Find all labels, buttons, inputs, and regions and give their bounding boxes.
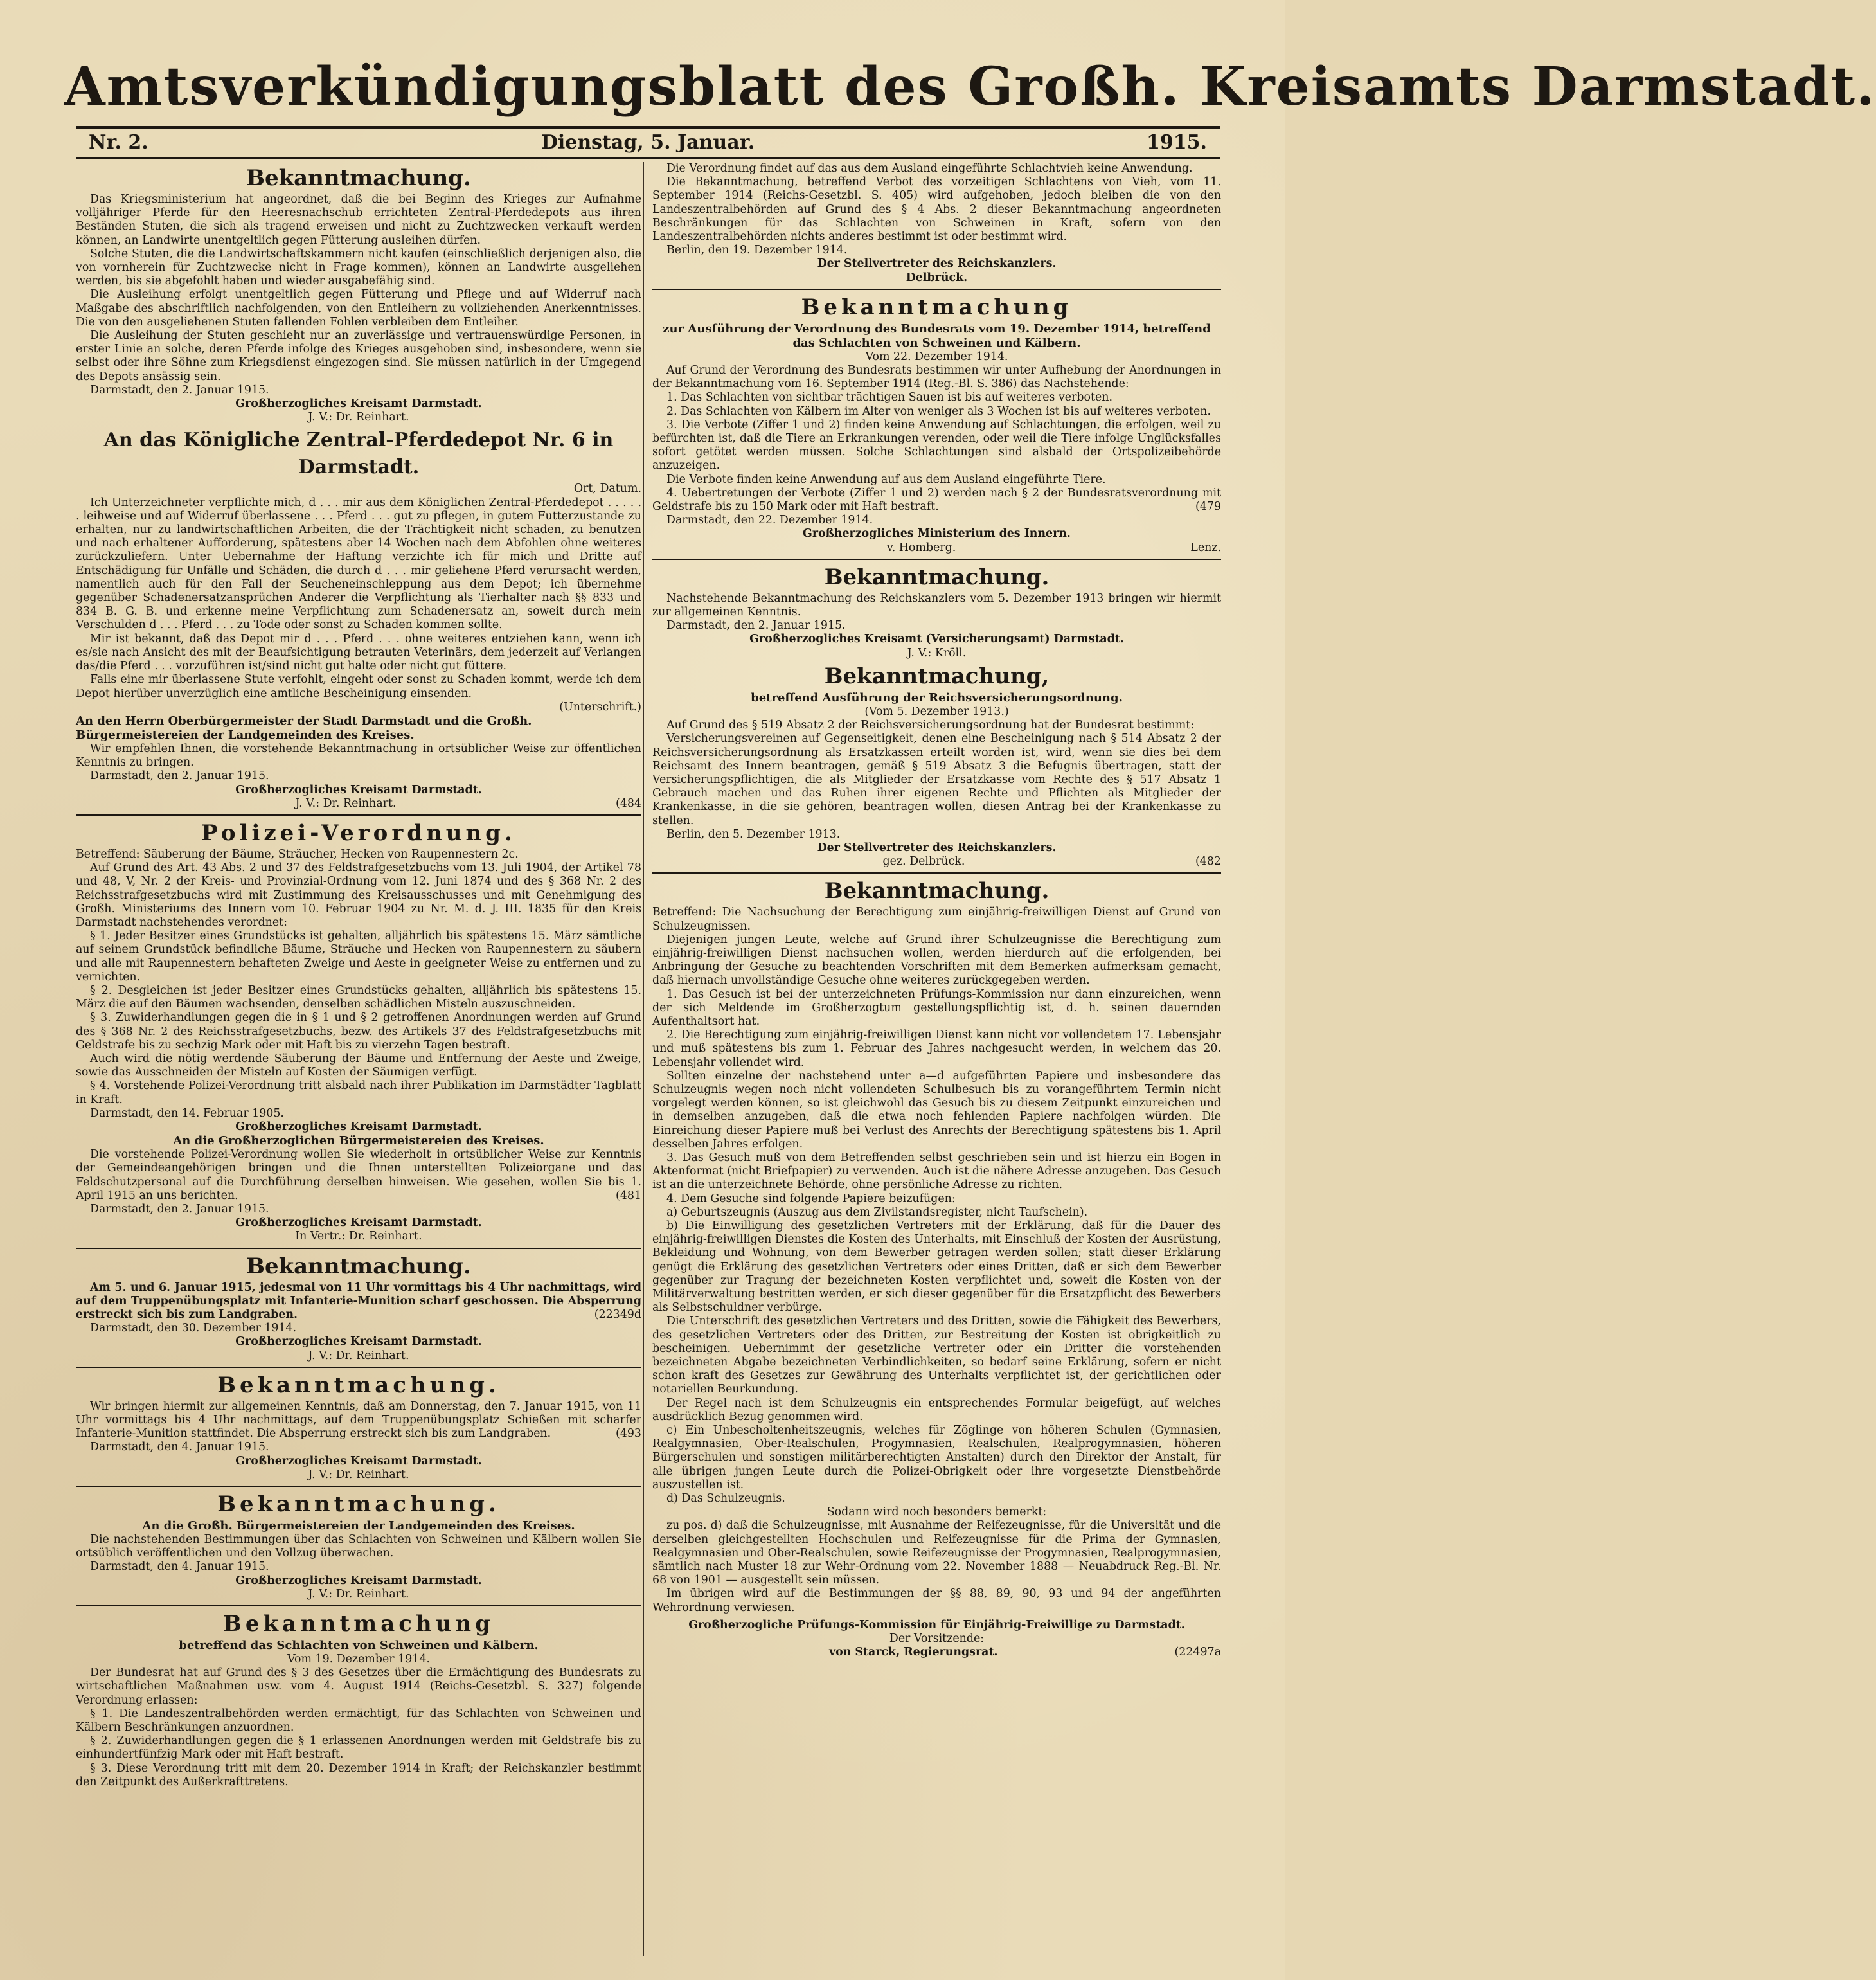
notice-signatory: J. V.: Dr. Reinhart.: [308, 411, 409, 424]
notice-paragraph: § 3. Zuwiderhandlungen gegen die in § 1 und § 2 getroffenen Anordnungen werden auf Grund des § 368 Nr. 2 des Reichsstrafgesetzbuchs, bezw. des Artikels 37 des Feldstrafgesetzbuchs mit Geldstrafe bis zu sechzig Mark oder mit Haft bis zu vierzehn Tagen bestraft.: [76, 1011, 641, 1052]
notice-subject: Betreffend: Säuberung der Bäume, Sträucher, Hecken von Raupennestern 2c.: [76, 847, 519, 861]
notice-date: (Vom 5. Dezember 1913.): [864, 705, 1009, 718]
notice-date: Vom 22. Dezember 1914.: [865, 350, 1008, 363]
notice-signature: Der Stellvertreter des Reichskanzlers.: [817, 257, 1057, 271]
notice-paragraph: [76, 1148, 641, 1203]
notice-paragraph: Auf Grund der Verordnung des Bundesrats bestimmen wir unter Aufhebung der Anordnungen in der Bekanntmachung vom 16. September 1914 (Reg.-Bl. S. 386) das Nachstehende:: [652, 364, 1221, 391]
notice-paragraph: [76, 1281, 641, 1322]
notice-subtitle: zur Ausführung der Verordnung des Bundesrats vom 19. Dezember 1914, betreffend das Schlachten von Schweinen und Kälbern.: [663, 321, 1211, 350]
notice-signatory: [652, 541, 1221, 555]
notice-paragraph: Im übrigen wird auf die Bestimmungen der §§ 88, 89, 90, 93 und 94 der angeführten Wehrordnung verwiesen.: [652, 1587, 1221, 1614]
notice-signature: Großherzogliches Kreisamt Darmstadt.: [235, 397, 482, 411]
notice-signature: Großherzogliche Prüfungs-Kommission für Einjährig-Freiwillige zu Darmstadt.: [688, 1618, 1185, 1632]
separator-rule: [652, 559, 1221, 560]
notice-date: Darmstadt, den 2. Januar 1915.: [90, 1203, 269, 1216]
reference-number: (22497a: [1174, 1646, 1221, 1659]
masthead-title: Amtsverkündigungsblatt des Großh. Kreisamts Darmstadt.: [64, 56, 1876, 118]
notice-paragraph: Nachstehende Bekanntmachung des Reichskanzlers vom 5. Dezember 1913 bringen wir hiermit zur allgemeinen Kenntnis.: [652, 591, 1221, 619]
notice-paragraph: Wir empfehlen Ihnen, die vorstehende Bekanntmachung in ortsüblicher Weise zur öffentlichen Kenntnis zu bringen.: [76, 742, 641, 770]
notice-date: Darmstadt, den 4. Januar 1915.: [90, 1441, 269, 1454]
separator-rule: [652, 289, 1221, 290]
notice-title: Bekanntmachung.: [246, 1253, 471, 1279]
notice-signatory: J. V.: Dr. Reinhart.: [308, 1587, 409, 1601]
reference-number: (482: [1195, 855, 1221, 869]
notice-signatory: [76, 797, 641, 811]
issue-year: 1915.: [1147, 131, 1207, 154]
notice-signature: Großherzogliches Kreisamt Darmstadt.: [235, 1454, 482, 1468]
notice-date: Darmstadt, den 2. Januar 1915.: [90, 383, 269, 397]
notice-paragraph: 1. Das Gesuch ist bei der unterzeichneten Prüfungs-Kommission nur dann einzureichen, wenn der sich Meldende im Großherzogtum gestellungspflichtig ist, d. h. seinen dauernden Aufenthaltsort hat.: [652, 987, 1221, 1028]
notice-paragraph: Die nachstehenden Bestimmungen über das Schlachten von Schweinen und Kälbern wollen Sie ortsüblich veröffentlichen und den Vollzug überwachen.: [76, 1533, 641, 1560]
notice-subtitle: betreffend Ausführung der Reichsversicherungsordnung.: [751, 690, 1123, 705]
notice-title: Polizei-Verordnung.: [201, 820, 516, 846]
notice-date: Darmstadt, den 30. Dezember 1914.: [90, 1322, 297, 1335]
notice-signature: Großherzogliches Kreisamt Darmstadt.: [235, 783, 482, 797]
notice-signature: Großherzogliches Kreisamt Darmstadt.: [235, 1574, 482, 1587]
notice-date: Darmstadt, den 22. Dezember 1914.: [666, 514, 873, 527]
separator-rule: [76, 815, 641, 816]
notice-paragraph: Die Unterschrift des gesetzlichen Vertreters und des Dritten, sowie die Fähigkeit des Bewerbers, des gesetzlichen Vertreters oder des Dritten, zur Bestreitung der Kosten ist obrigkeitlich zu bescheinigen. Uebernimmt der gesetzliche Vertreter oder ein Dritter die vorstehenden bezeichneten Abgabe bezeichneten Verbindlichkeiten, so bedarf seine Erklärung, sofern er nicht schon kraft des Gesetzes zur Gewährung des Unterhalts verpflichtet ist, der gerichtlichen oder notariellen Beurkundung.: [652, 1315, 1221, 1396]
notice-title: Bekanntmachung.: [217, 1491, 500, 1518]
notice-paragraph: § 4. Vorstehende Polizei-Verordnung tritt alsbald nach ihrer Publikation im Darmstädter Tagblatt in Kraft.: [76, 1079, 641, 1106]
notice-paragraph: Solche Stuten, die die Landwirtschaftskammern nicht kaufen (einschließlich derjenigen also, die von vornherein für Zuchtzwecke nicht in Frage kommen), können an Landwirte ausgeliehen werden, bis sie abgefohlt haben und wieder ausgabefähig sind.: [76, 247, 641, 288]
list-item: b) Die Einwilligung des gesetzlichen Vertreters mit der Erklärung, daß für die Dauer des einjährig-freiwilligen Dienstes die Kosten des Unterhalts, mit Einschluß der Kosten der Ausrüstung, Bekleidung und Wohnung, von dem Bewerber getragen werden sollen; statt dieser Erklärung genügt die Erklärung des gesetzlichen Vertreters oder eines Dritten, daß er sich dem Bewerber gegenüber zur Tragung der bezeichneten Kosten verpflichtet und, soweit die Kosten von der Militärverwaltung bestritten werden, er sich dieser gegenüber für die Ersatzpflicht des Bewerbers als Selbstschuldner verbürge.: [652, 1220, 1221, 1315]
notice-paragraph: Der Regel nach ist dem Schulzeugnis ein entsprechendes Formular beigefügt, auf welches ausdrücklich Bezug genommen wird.: [652, 1396, 1221, 1423]
notice-subject: Betreffend: Die Nachsuchung der Berechtigung zum einjährig-freiwilligen Dienst auf Grund von Schulzeugnissen.: [652, 906, 1221, 933]
notice-title: Bekanntmachung,: [824, 663, 1050, 689]
notice-signatory: J. V.: Dr. Reinhart.: [308, 1349, 409, 1362]
paragraph-text: Am 5. und 6. Januar 1915, jedesmal von 11 Uhr vormittags bis 4 Uhr nachmittags, wird auf dem Truppenübungsplatz mit Infanterie-Munition scharf geschossen. Die Absperrung erstreckt sich bis zum Landgraben.: [76, 1281, 641, 1322]
notice-paragraph: Ich Unterzeichneter verpflichte mich, d . . . mir aus dem Königlichen Zentral-Pferdedepot . . . . . . leihweise und auf Widerruf überlassene . . . Pferd . . . gut zu pflegen, in gutem Futterzustande zu erhalten, nur zu landwirtschaftlichen Arbeiten, die der Trächtigkeit nicht schaden, zu benutzen und nach erhaltener Aufforderung, spätestens aber 14 Wochen nach dem Abfohlen ohne weiteres zurückzuliefern. Unter Uebernahme der Haftung verzichte ich für mich und Dritte auf Entschädigung für Unfälle und Schäden, die durch d . . . mir geliehene Pferd verursacht werden, namentlich auch für den Fall der Seucheneinschleppung aus dem Depot; ich übernehme gegenüber Schadenersatzansprüchen Anderer die Verpflichtung als Tierhalter nach §§ 833 und 834 B. G. B. und erkenne meine Verpflichtung zum Schadenersatz an, soweit durch mein Verschulden d . . . Pferd . . . zu Tode oder sonst zu Schaden kommen sollte.: [76, 496, 641, 632]
list-item: d) Das Schulzeugnis.: [666, 1492, 785, 1506]
reference-number: (484: [616, 797, 641, 810]
signatory-name: Lenz.: [1190, 541, 1221, 554]
notice-paragraph: Die Ausleihung erfolgt unentgeltlich gegen Fütterung und Pflege und auf Widerruf nach Maßgabe des abschriftlich nachfolgenden, von den Entleihern zu vollziehenden Anerkenntnisses. Die von den ausgeliehenen Stuten fallenden Fohlen verbleiben dem Entleiher.: [76, 288, 641, 328]
notice-paragraph: Die Verbote finden keine Anwendung auf aus dem Ausland eingeführte Tiere.: [666, 473, 1106, 486]
notice-date: Darmstadt, den 4. Januar 1915.: [90, 1560, 269, 1574]
list-item: zu pos. d) daß die Schulzeugnisse, mit Ausnahme der Reifezeugnisse, für die Universität und die derselben gleichgestellten Hochschulen und Reifezeugnisse für die Prima der Gymnasien, Realgymnasien und Ober-Realschulen, sowie Reifezeugnisse der Progymnasien, Realprogymnasien, sämtlich nach Muster 18 zur Wehr-Ordnung vom 22. November 1888 — Neuabdruck Reg.-Bl. Nr. 68 von 1901 — ausgestellt sein müssen.: [652, 1519, 1221, 1587]
paragraph-text: Wir bringen hiermit zur allgemeinen Kenntnis, daß am Donnerstag, den 7. Januar 1915, von 11 Uhr vormittags bis 4 Uhr nachmittags, auf dem Truppenübungsplatz Schießen mit scharfer Infanterie-Munition stattfindet. Die Absperrung erstreckt sich bis zum Landgraben.: [76, 1400, 641, 1441]
notice-paragraph: [76, 1400, 641, 1441]
notice-date: Berlin, den 5. Dezember 1913.: [666, 827, 841, 841]
notice-signature: Großherzogliches Ministerium des Innern.: [803, 527, 1071, 541]
notice-paragraph: 1. Das Schlachten von sichtbar trächtigen Sauen ist bis auf weiteres verboten.: [666, 391, 1113, 404]
notice-signature: Großherzogliches Kreisamt (Versicherungsamt) Darmstadt.: [749, 633, 1124, 646]
notice-paragraph: § 3. Diese Verordnung tritt mit dem 20. Dezember 1914 in Kraft; der Reichskanzler bestimmt den Zeitpunkt des Außerkrafttretens.: [76, 1761, 641, 1788]
paragraph-text: 4. Uebertretungen der Verbote (Ziffer 1 und 2) werden nach § 2 der Bundesratsverordnung mit Geldstrafe bis zu 150 Mark oder mit Haft bestraft.: [652, 486, 1221, 514]
notice-date: Darmstadt, den 2. Januar 1915.: [666, 619, 846, 633]
left-column: [76, 162, 641, 1956]
notice-paragraph: Mir ist bekannt, daß das Depot mir d . . . Pferd . . . ohne weiteres entziehen kann, wenn ich es/sie nach Ansicht des mit der Beaufsichtigung betrauten Veterinärs, dem jederzeit auf Verlangen das/die Pferd . . . vorzuführen ist/sind nicht gut halte oder nicht gut füttere.: [76, 632, 641, 673]
notice-title: Bekanntmachung: [801, 294, 1073, 320]
notice-signature: Der Stellvertreter des Reichskanzlers.: [817, 841, 1057, 854]
reference-number: (481: [616, 1189, 641, 1202]
dateline: [76, 126, 1220, 159]
notice-signatory: [652, 855, 1221, 869]
notice-paragraph: Sollten einzelne der nachstehend unter a—d aufgeführten Papiere und insbesondere das Schulzeugnis wegen noch nicht vollendeten Schulbesuch bis zu vorangeführtem Termin nicht vorgelegt werden können, so ist gleichwohl das Gesuch bis zu diesem Zeitpunkt einzureichen und in demselben anzugeben, daß die etwa noch fehlenden Papiere nachfolgen würden. Die Einreichung dieser Papiere muß bei Verlust des Anrechts der Berechtigung spätestens bis 1. April desselben Jahres erfolgen.: [652, 1069, 1221, 1151]
separator-rule: [76, 1605, 641, 1607]
notice-signature: Großherzogliches Kreisamt Darmstadt.: [235, 1216, 482, 1230]
notice-signatory: Delbrück.: [906, 271, 968, 284]
notice-paragraph: § 1. Die Landeszentralbehörden werden ermächtigt, für das Schlachten von Schweinen und Kälbern Beschränkungen anzuordnen.: [76, 1707, 641, 1734]
form-place-date: Ort, Datum.: [573, 482, 641, 496]
notice-paragraph: 3. Das Gesuch muß von dem Betreffenden selbst geschrieben sein und ist hierzu ein Bogen in Aktenformat (nicht Briefpapier) zu verwenden. Auch ist die nähere Adresse anzugeben. Das Gesuch ist an die unterzeichnete Behörde, ohne persönliche Adresse zu richten.: [652, 1151, 1221, 1192]
notice-paragraph: Die Bekanntmachung, betreffend Verbot des vorzeitigen Schlachtens von Vieh, vom 11. September 1914 (Reichs-Gesetzbl. S. 405) wird aufgehoben, jedoch bleiben die von den Landeszentralbehörden auf Grund des § 4 Abs. 2 dieser Bekanntmachung angeordneten Beschränkungen für das Schlachten von Schweinen in Kraft, sofern von den Landeszentralbehörden nichts anderes bestimmt ist oder bestimmt wird.: [652, 176, 1221, 244]
notice-addressee: An die Großherzoglichen Bürgermeistereien des Kreises.: [173, 1134, 544, 1148]
signatory-name: gez. Delbrück.: [882, 855, 965, 869]
separator-rule: [76, 1248, 641, 1249]
notice-paragraph: Auf Grund des Art. 43 Abs. 2 und 37 des Feldstrafgesetzbuchs vom 13. Juli 1904, der Artikel 78 und 48, V, Nr. 2 der Kreis- und Provinzial-Ordnung vom 12. Juni 1874 und des § 368 Nr. 2 des Reichsstrafgesetzbuchs wird mit Zustimmung des Kreisausschusses und mit Genehmigung des Großh. Ministeriums des Innern vom 10. Februar 1904 zu Nr. M. d. J. III. 1835 für den Kreis Darmstadt nachstehendes verordnet:: [76, 861, 641, 929]
notice-paragraph: Diejenigen jungen Leute, welche auf Grund ihrer Schulzeugnisse die Berechtigung zum einjährig-freiwilligen Dienst nachsuchen wollen, werden hierdurch auf die erfolgenden, bei Anbringung der Gesuche zu beachtenden Vorschriften mit dem Bemerken aufmerksam gemacht, daß hiernach unvollständige Gesuche ohne weiteres zurückgegeben werden.: [652, 933, 1221, 987]
notice-addressee: An die Großh. Bürgermeistereien der Landgemeinden des Kreises.: [142, 1519, 575, 1533]
reference-number: (493: [616, 1427, 641, 1441]
notice-remark: Sodann wird noch besonders bemerkt:: [826, 1506, 1047, 1519]
notice-paragraph: 2. Das Schlachten von Kälbern im Alter von weniger als 3 Wochen ist bis auf weiteres verboten.: [666, 404, 1211, 418]
right-column: [652, 162, 1221, 1956]
notice-signature: Großherzogliches Kreisamt Darmstadt.: [235, 1335, 482, 1349]
column-divider: [643, 162, 644, 1956]
notice-paragraph: § 2. Zuwiderhandlungen gegen die § 1 erlassenen Anordnungen werden mit Geldstrafe bis zu einhundertfünfzig Mark oder mit Haft bestraft.: [76, 1734, 641, 1761]
notice-title: An das Königliche Zentral-Pferdedepot Nr. 6 in Darmstadt.: [103, 429, 614, 479]
notice-paragraph: § 1. Jeder Besitzer eines Grundstücks ist gehalten, alljährlich bis spätestens 15. März sämtliche auf seinem Grundstück befindliche Bäume, Sträuche und Hecken von Raupennestern zu säubern und alle mit Raupennestern behafteten Zweige und Aeste in geeigneter Weise zu entfernen und zu vernichten.: [76, 930, 641, 984]
issue-number: Nr. 2.: [89, 131, 148, 154]
notice-paragraph: Auf Grund des § 519 Absatz 2 der Reichsversicherungsordnung hat der Bundesrat bestimmt:: [666, 719, 1195, 732]
notice-date: Darmstadt, den 2. Januar 1915.: [90, 770, 269, 783]
list-item: c) Ein Unbescholtenheitszeugnis, welches für Zöglinge von höheren Schulen (Gymnasien, Realgymnasien, Ober-Realschulen, Progymnasien, Realschulen, Realprogymnasien, höheren Bürgerschulen und sonstigen militärberechtigten Anstalten) durch den Direktor der Anstalt, für alle übrigen jungen Leute durch die Polizei-Obrigkeit oder ihre vorgesetzte Dienstbehörde auszustellen ist.: [652, 1424, 1221, 1491]
notice-title: Bekanntmachung.: [246, 165, 471, 191]
separator-rule: [652, 872, 1221, 874]
notice-date: Vom 19. Dezember 1914.: [287, 1653, 430, 1666]
notice-date: Berlin, den 19. Dezember 1914.: [666, 244, 848, 257]
notice-signatory: J. V.: Dr. Reinhart.: [308, 1468, 409, 1481]
notice-paragraph: Auch wird die nötig werdende Säuberung der Bäume und Entfernung der Aeste und Zweige, sowie das Ausschneiden der Misteln auf Kosten der Säumigen verfügt.: [76, 1052, 641, 1079]
signatory-name: v. Homberg.: [886, 541, 956, 554]
paragraph-text: Die vorstehende Polizei-Verordnung wollen Sie wiederholt in ortsüblicher Weise zur Kenntnis der Gemeindeangehörigen bringen und die Ihnen unterstellten Polizeiorgane und das Feldschutzpersonal auf die Durchführung derselben hinweisen. Wie gesehen, wollen Sie bis 1. April 1915 an uns berichten.: [76, 1148, 641, 1202]
separator-rule: [76, 1367, 641, 1368]
issue-date: Dienstag, 5. Januar.: [540, 131, 755, 154]
signatory-name: J. V.: Dr. Reinhart.: [295, 797, 397, 810]
notice-signatory: Der Vorsitzende:: [889, 1632, 985, 1646]
reference-number: (479: [1195, 500, 1221, 514]
notice-paragraph: Versicherungsvereinen auf Gegenseitigkeit, denen eine Bescheinigung nach § 514 Absatz 2 der Reichsversicherungsordnung als Ersatzkassen erteilt worden ist, wird, wenn sie dies bei dem Reichsamt des Innern beantragen, gemäß § 519 Absatz 3 die Befugnis übertragen, statt der Versicherungspflichtigen, die als Mitglieder der Ersatzkasse vom Rechte des § 517 Absatz 1 Gebrauch machen und das Ruhen ihrer eigenen Rechte und Pflichten als Mitglieder der Krankenkasse, in die sie gehören, beantragen wollen, diesen Antrag bei der Krankenkasse zu stellen.: [652, 732, 1221, 827]
notice-signature: Großherzogliches Kreisamt Darmstadt.: [235, 1120, 482, 1133]
notice-title: Bekanntmachung.: [824, 878, 1050, 905]
notice-paragraph: 3. Die Verbote (Ziffer 1 und 2) finden keine Anwendung auf Schlachtungen, die erfolgen, weil zu befürchten ist, daß die Tiere an Erkrankungen verenden, oder weil die Tiere infolge Unglücksfalles sofort getötet werden müssen. Solche Schlachtungen sind alsbald der Ortspolizeibehörde anzuzeigen.: [652, 418, 1221, 473]
signatory-name: von Starck, Regierungsrat.: [829, 1646, 998, 1659]
notice-paragraph: [652, 487, 1221, 514]
separator-rule: [76, 1486, 641, 1487]
notice-paragraph: § 2. Desgleichen ist jeder Besitzer eines Grundstücks gehalten, alljährlich bis spätestens 15. März die auf den Bäumen wachsenden, denselben schädlichen Misteln auszuschneiden.: [76, 984, 641, 1011]
notice-paragraph: Die Ausleihung der Stuten geschieht nur an zuverlässige und vertrauenswürdige Personen, in erster Linie an solche, deren Pferde infolge des Krieges ausgehoben sind, insbesondere, wenn sie selbst oder ihre Söhne zum Kriegsdienst eingezogen sind. Sie müssen natürlich in der Umgegend des Depots ansässig sein.: [76, 329, 641, 383]
notice-signatory: J. V.: Kröll.: [907, 646, 967, 660]
notice-paragraph: Falls eine mir überlassene Stute verfohlt, eingeht oder sonst zu Schaden kommt, werde ich dem Depot hierüber unverzüglich eine amtliche Bescheinigung einsenden.: [76, 673, 641, 700]
notice-signatory: In Vertr.: Dr. Reinhart.: [295, 1230, 422, 1243]
notice-title: Bekanntmachung.: [217, 1372, 500, 1398]
notice-date: Darmstadt, den 14. Februar 1905.: [90, 1106, 284, 1120]
form-signature-line: (Unterschrift.): [559, 700, 641, 714]
notice-paragraph: 2. Die Berechtigung zum einjährig-freiwilligen Dienst kann nicht vor vollendetem 17. Lebensjahr und muß spätestens bis zum 1. Februar des Jahres nachgesucht werden, in welchem das 20. Lebensjahr vollendet wird.: [652, 1029, 1221, 1069]
notice-title: Bekanntmachung.: [824, 564, 1050, 590]
notice-paragraph: Der Bundesrat hat auf Grund des § 3 des Gesetzes über die Ermächtigung des Bundesrats zu wirtschaftlichen Maßnahmen usw. vom 4. August 1914 (Reichs-Gesetzbl. S. 327) folgende Verordnung erlassen:: [76, 1666, 641, 1707]
notice-paragraph: Die Verordnung findet auf das aus dem Ausland eingeführte Schlachtvieh keine Anwendung.: [666, 162, 1193, 175]
notice-subtitle: betreffend das Schlachten von Schweinen und Kälbern.: [179, 1639, 539, 1653]
notice-signatory: [652, 1646, 1221, 1659]
notice-paragraph: 4. Dem Gesuche sind folgende Papiere beizufügen:: [666, 1192, 956, 1205]
notice-title: Bekanntmachung: [223, 1611, 494, 1637]
list-item: a) Geburtszeugnis (Auszug aus dem Zivilstandsregister, nicht Taufschein).: [666, 1205, 1088, 1219]
reference-number: (22349d: [594, 1308, 641, 1322]
notice-addressee: An den Herrn Oberbürgermeister der Stadt Darmstadt und die Großh. Bürgermeistereien der Landgemeinden des Kreises.: [76, 714, 532, 742]
notice-paragraph: Das Kriegsministerium hat angeordnet, daß die bei Beginn des Krieges zur Aufnahme volljähriger Pferde für den Heeresnachschub errichteten Zentral-Pferdedepots aus ihren Beständen Stuten, die sich als tragend erweisen und nicht zu Zuchtzwecken verkauft werden können, an Landwirte unentgeltlich gegen Fütterung ausleihen dürfen.: [76, 193, 641, 247]
